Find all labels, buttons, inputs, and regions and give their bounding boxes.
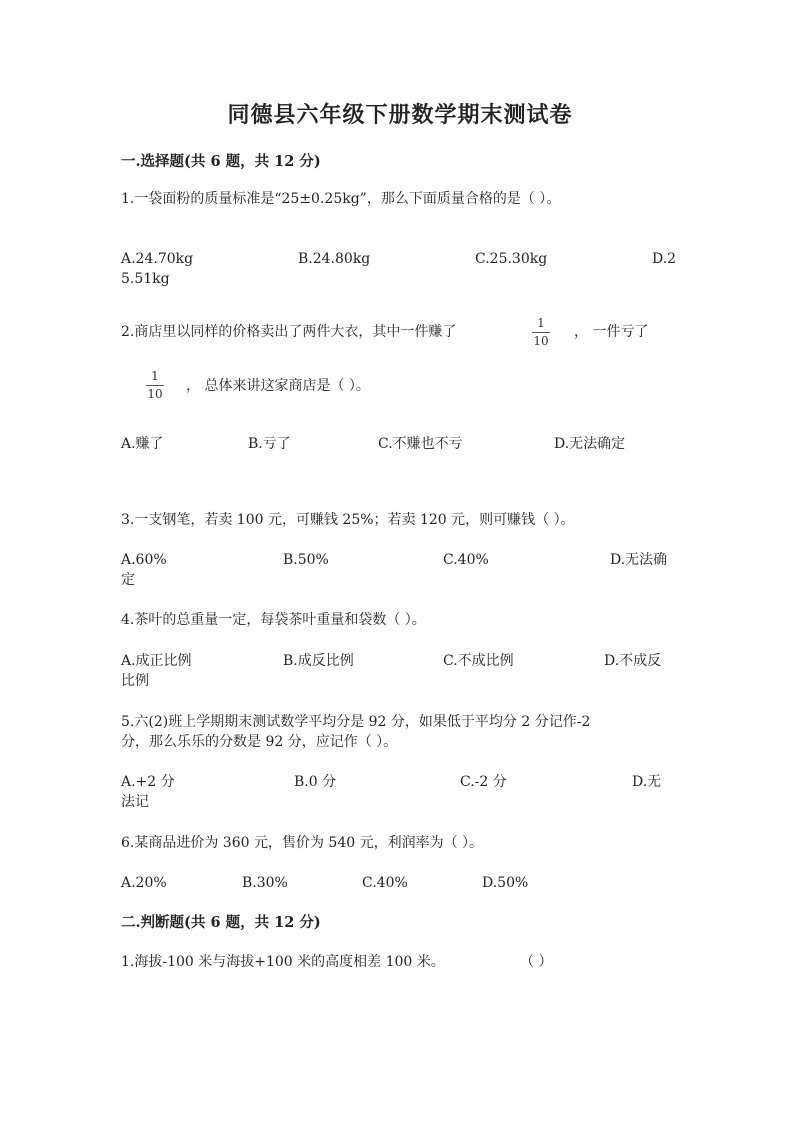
q3-option-d-wrap: 定 xyxy=(121,572,135,588)
q1-option-b: B.24.80kg xyxy=(298,251,371,267)
question-5-text-line2: 分，那么乐乐的分数是 92 分，应记作（ ）。 xyxy=(121,734,398,750)
section-heading-judgement: 二.判断题(共 6 题，共 12 分) xyxy=(121,914,321,931)
judgement-1-text: 1.海拔-100 米与海拔+100 米的高度相差 100 米。 xyxy=(121,954,445,970)
page-title: 同德县六年级下册数学期末测试卷 xyxy=(227,102,573,128)
q3-option-d: D.无法确 xyxy=(610,552,668,568)
q4-option-b: B.成反比例 xyxy=(283,653,354,669)
q6-option-c: C.40% xyxy=(362,875,408,891)
q2-option-c: C.不赚也不亏 xyxy=(378,436,463,452)
q4-option-a: A.成正比例 xyxy=(121,653,192,669)
q3-option-c: C.40% xyxy=(443,552,489,568)
question-2-text-part1: 2.商店里以同样的价格卖出了两件大衣，其中一件赚了 xyxy=(121,324,457,340)
q4-option-c: C.不成比例 xyxy=(443,653,514,669)
q3-option-b: B.50% xyxy=(283,552,329,568)
section-heading-choice: 一.选择题(共 6 题，共 12 分) xyxy=(121,153,321,170)
q6-option-d: D.50% xyxy=(482,875,529,891)
q4-option-d: D.不成反 xyxy=(604,653,662,669)
question-1-text: 1.一袋面粉的质量标准是“25±0.25kg”，那么下面质量合格的是（ ）。 xyxy=(121,191,561,207)
q4-option-d-wrap: 比例 xyxy=(121,673,149,689)
fraction-one-tenth xyxy=(146,370,164,401)
q2-option-d: D.无法确定 xyxy=(554,436,626,452)
q6-option-a: A.20% xyxy=(121,875,167,891)
q1-option-d-wrap: 5.51kg xyxy=(121,271,170,287)
q5-option-d-wrap: 法记 xyxy=(121,794,149,810)
question-4-text: 4.茶叶的总重量一定，每袋茶叶重量和袋数（ ）。 xyxy=(121,612,426,628)
q5-option-c: C.-2 分 xyxy=(460,774,507,790)
q5-option-a: A.+2 分 xyxy=(121,774,175,790)
fraction-denominator: 10 xyxy=(147,387,163,401)
fraction-bar xyxy=(532,332,550,333)
question-3-text: 3.一支钢笔，若卖 100 元，可赚钱 25%；若卖 120 元，则可赚钱（ ）。 xyxy=(121,512,575,528)
q2-option-a: A.赚了 xyxy=(121,436,164,452)
question-6-text: 6.某商品进价为 360 元，售价为 540 元，利润率为（ ）。 xyxy=(121,835,484,851)
fraction-one-tenth xyxy=(532,317,550,348)
question-5-text-line1: 5.六(2)班上学期期末测试数学平均分是 92 分，如果低于平均分 2 分记作-2 xyxy=(121,714,591,730)
judgement-1-answer-blank[interactable]: （ ） xyxy=(520,954,553,970)
q5-option-d: D.无 xyxy=(632,774,662,790)
q2-option-b: B.亏了 xyxy=(248,436,291,452)
q6-option-b: B.30% xyxy=(242,875,288,891)
q3-option-a: A.60% xyxy=(121,552,167,568)
fraction-numerator: 1 xyxy=(537,316,545,330)
question-2-text-part3: ， 总体来讲这家商店是（ ）。 xyxy=(186,378,370,394)
q1-option-d: D.2 xyxy=(652,251,677,267)
q5-option-b: B.0 分 xyxy=(294,774,337,790)
fraction-bar xyxy=(146,385,164,386)
fraction-numerator: 1 xyxy=(151,369,159,383)
q1-option-a: A.24.70kg xyxy=(121,251,194,267)
fraction-denominator: 10 xyxy=(533,334,549,348)
question-2-text-part2: ， 一件亏了 xyxy=(574,324,649,340)
q1-option-c: C.25.30kg xyxy=(475,251,548,267)
